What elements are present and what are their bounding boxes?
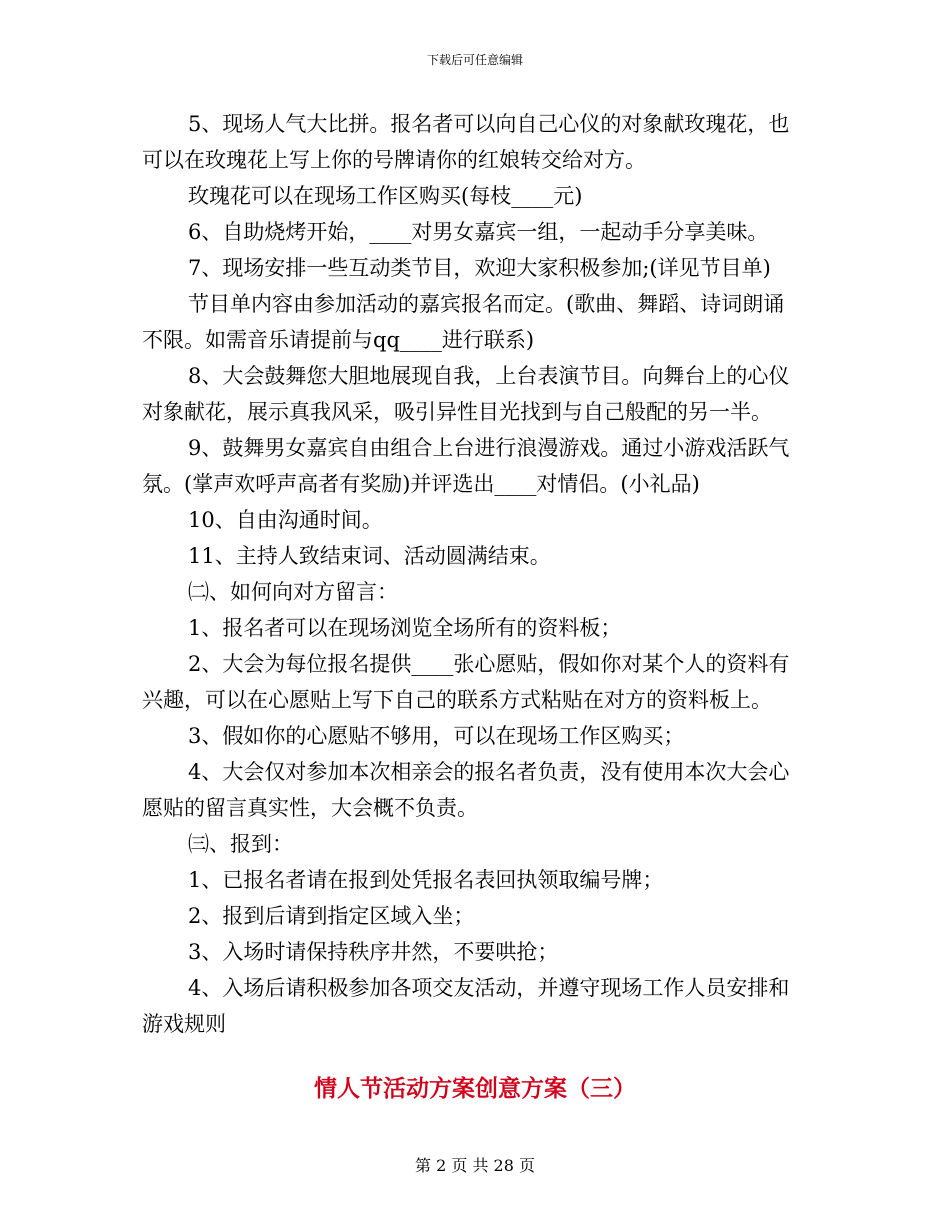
document-body: [142, 106, 808, 1042]
subsection-heading: ㈢、报到：: [188, 832, 293, 856]
paragraph-line: 不限。如需音乐请提前与qq____进行联系): [142, 328, 535, 352]
paragraph-line: 愿贴的留言真实性，大会概不负责。: [142, 796, 478, 820]
paragraph-line: 5、现场人气大比拼。报名者可以向自己心仪的对象献玫瑰花，也: [188, 112, 790, 136]
subsection-heading: ㈡、如何向对方留言：: [188, 580, 398, 604]
paragraph-line: 兴趣，可以在心愿贴上写下自己的联系方式粘贴在对方的资料板上。: [142, 688, 772, 712]
paragraph-line: 11、主持人致结束词、活动圆满结束。: [188, 544, 551, 568]
paragraph-line: 玫瑰花可以在现场工作区购买(每枝____元): [188, 184, 583, 208]
paragraph-line: 氛。(掌声欢呼声高者有奖励)并评选出____对情侣。(小礼品): [142, 472, 700, 496]
paragraph-line: 10、自由沟通时间。: [188, 508, 383, 532]
paragraph-line: 3、入场时请保持秩序井然，不要哄抢；: [188, 940, 559, 964]
paragraph-line: 6、自助烧烤开始，____对男女嘉宾一组，一起动手分享美味。: [188, 220, 769, 244]
paragraph-line: 对象献花，展示真我风采，吸引异性目光找到与自己般配的另一半。: [142, 400, 772, 424]
paragraph-line: 2、报到后请到指定区域入坐；: [188, 904, 475, 928]
paragraph-line: 8、大会鼓舞您大胆地展现自我，上台表演节目。向舞台上的心仪: [188, 364, 790, 388]
paragraph-line: 2、大会为每位报名提供____张心愿贴，假如你对某个人的资料有: [188, 652, 790, 676]
paragraph-line: 4、大会仅对参加本次相亲会的报名者负责，没有使用本次大会心: [188, 760, 790, 784]
page-header-note: 下载后可任意编辑: [426, 53, 523, 67]
paragraph-line: 9、鼓舞男女嘉宾自由组合上台进行浪漫游戏。通过小游戏活跃气: [188, 436, 790, 460]
section-title: 情人节活动方案创意方案（三）: [314, 1075, 636, 1102]
paragraph-line: 4、入场后请积极参加各项交友活动，并遵守现场工作人员安排和: [188, 976, 790, 1000]
paragraph-line: 节目单内容由参加活动的嘉宾报名而定。(歌曲、舞蹈、诗词朗诵: [188, 292, 785, 316]
page-number: 第 2 页 共 28 页: [415, 1156, 535, 1175]
paragraph-line: 游戏规则: [142, 1012, 226, 1036]
paragraph-line: 1、已报名者请在报到处凭报名表回执领取编号牌；: [188, 868, 664, 892]
paragraph-line: 1、报名者可以在现场浏览全场所有的资料板；: [188, 616, 622, 640]
paragraph-line: 3、假如你的心愿贴不够用，可以在现场工作区购买；: [188, 724, 685, 748]
paragraph-line: 可以在玫瑰花上写上你的号牌请你的红娘转交给对方。: [142, 148, 646, 172]
paragraph-line: 7、现场安排一些互动类节目，欢迎大家积极参加;(详见节目单): [188, 256, 771, 280]
